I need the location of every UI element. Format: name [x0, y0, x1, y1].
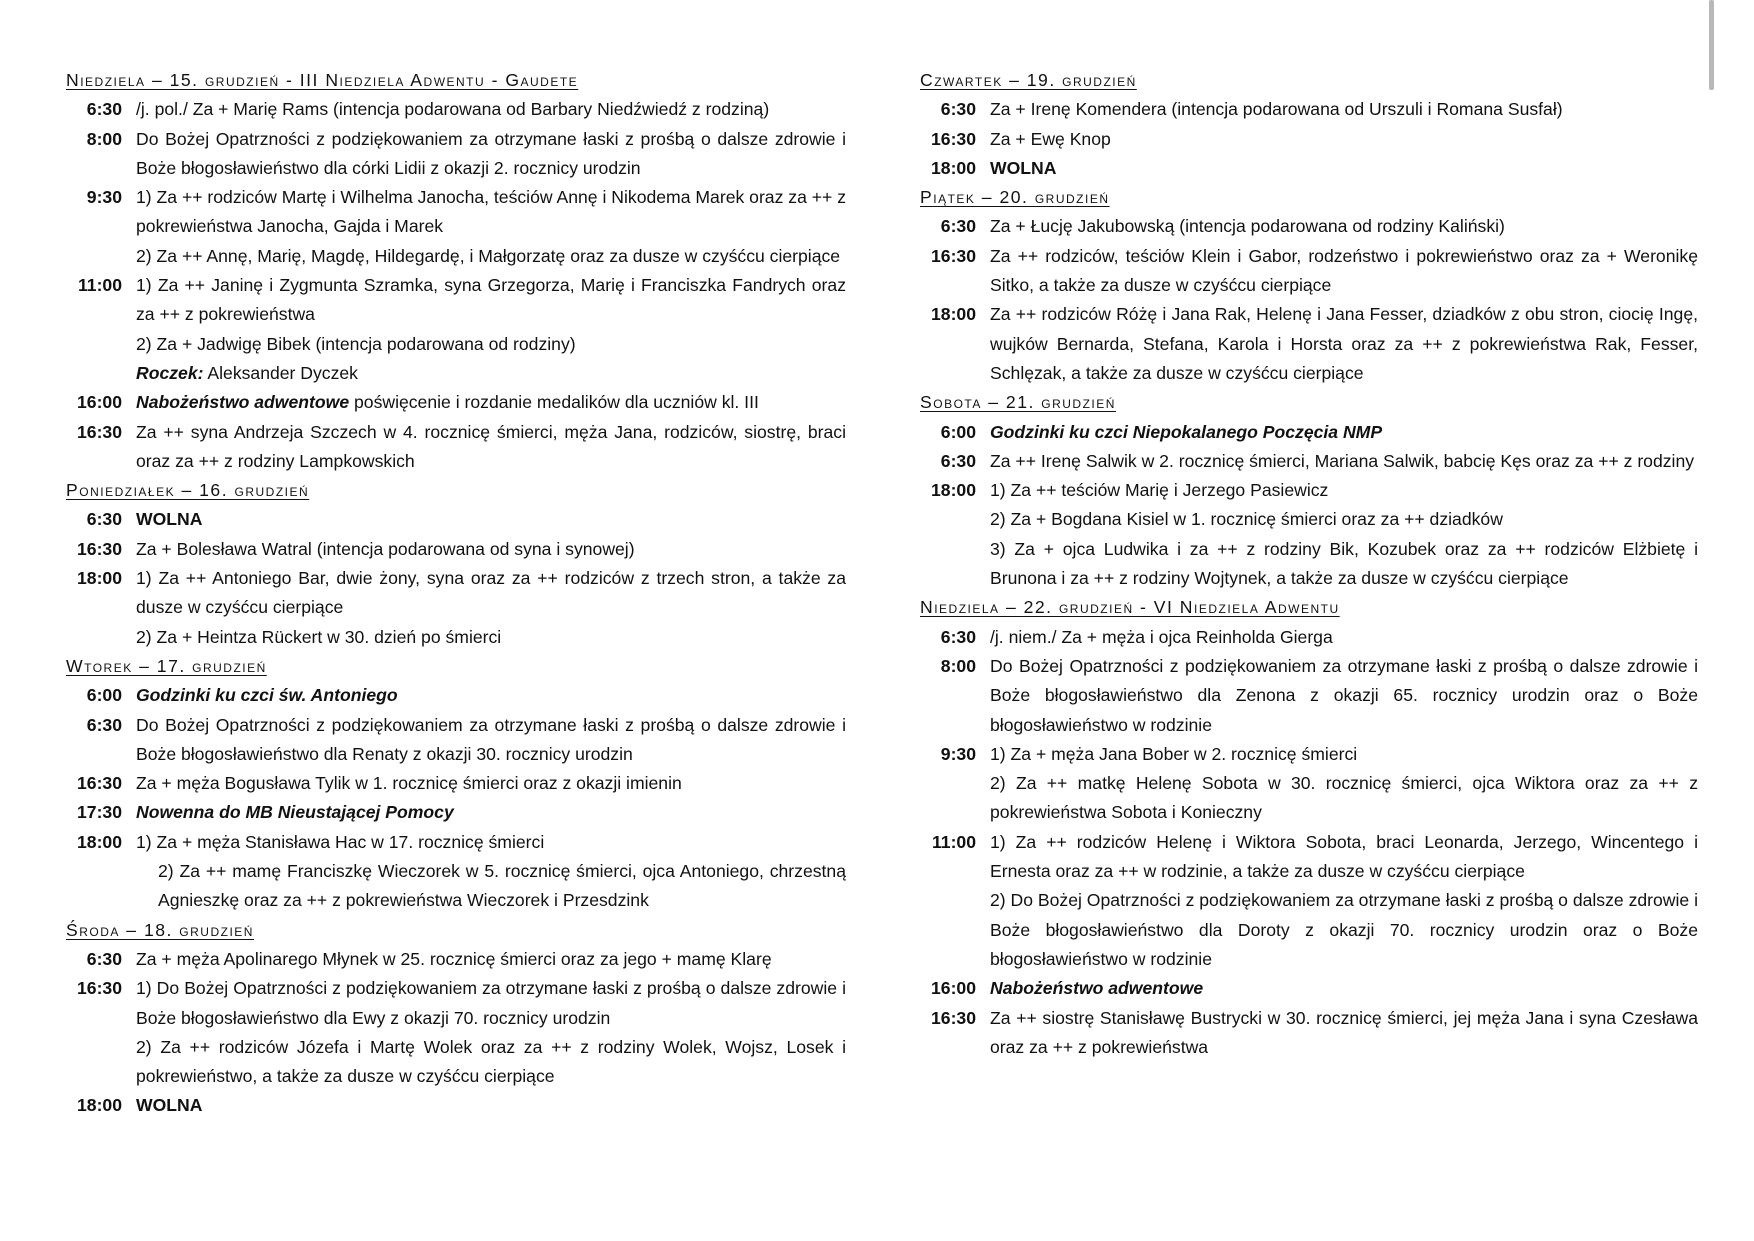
- intention-text: 1) Za + męża Stanisława Hac w 17. rocznicę śmierci: [136, 831, 545, 852]
- intention-text: 2) Za ++ matkę Helenę Sobota w 30. rocznicę śmierci, ojca Wiktora oraz za ++ z pokrewieństwa Sobota i Konieczny: [990, 773, 1698, 823]
- intention-line: [990, 1004, 1698, 1063]
- intention-text: Za ++ Irenę Salwik w 2. rocznicę śmierci, Mariana Salwik, babcię Kęs oraz za ++ z rodziny: [990, 450, 1695, 471]
- intention-text: Nowenna do MB Nieustającej Pomocy: [136, 802, 454, 823]
- intention-list: [990, 418, 1698, 447]
- intention-line: [990, 95, 1698, 124]
- intention-text: Za ++ rodziców Różę i Jana Rak, Helenę i Jana Fesser, dziadków z obu stron, ciocię Ingę, wujków Bernarda, Stefana, Karola i Horsta oraz za ++ z pokrewieństwa Rak, Fesser, Schlęzak, a także za dusze w czyśćcu cierpiące: [990, 304, 1698, 383]
- intention-line: [990, 154, 1698, 183]
- intention-text: 3) Za + ojca Ludwika i za ++ z rodziny Bik, Kozubek oraz za ++ rodziców Elżbietę i Brunona i za ++ z rodziny Wojtynek, a także za dusze w czyśćcu cierpiące: [990, 538, 1698, 589]
- mass-time: 6:30: [940, 450, 976, 471]
- intention-line: [136, 330, 846, 359]
- intention-list: [990, 652, 1698, 740]
- mass-time: 18:00: [77, 831, 122, 852]
- intention-list: [990, 974, 1698, 1003]
- intention-text: Za ++ rodziców, teściów Klein i Gabor, rodzeństwo i pokrewieństwo oraz za + Weronikę Sitko, a także za dusze w czyśćcu cierpiące: [990, 245, 1698, 296]
- mass-time: 6:30: [86, 714, 122, 735]
- intention-line: [136, 857, 846, 916]
- mass-time: 9:30: [86, 187, 122, 208]
- intention-line: [136, 681, 846, 710]
- mass-entry: [920, 623, 1698, 652]
- intention-list: [136, 125, 846, 184]
- intention-line: [136, 828, 846, 857]
- mass-time: 11:00: [931, 831, 976, 852]
- intention-text: 1) Za ++ Antoniego Bar, dwie żony, syna oraz za ++ rodziców z trzech stron, a także za dusze w czyśćcu cierpiące: [136, 568, 846, 618]
- mass-time: 6:30: [940, 626, 976, 647]
- mass-entry: [920, 300, 1698, 388]
- intention-text: WOLNA: [990, 157, 1057, 178]
- intention-list: [136, 388, 846, 417]
- day-heading: Wtorek – 17. grudzień: [66, 655, 267, 676]
- intention-list: [136, 945, 846, 974]
- day-heading: Sobota – 21. grudzień: [920, 392, 1116, 413]
- intention-line: [990, 418, 1698, 447]
- mass-entry: [920, 125, 1698, 154]
- intention-list: [990, 623, 1698, 652]
- intention-text: WOLNA: [136, 1095, 203, 1116]
- intention-line: [136, 974, 846, 1033]
- day-heading: Piątek – 20. grudzień: [920, 187, 1110, 208]
- intention-line: [136, 769, 846, 798]
- day-section: [920, 66, 1698, 183]
- mass-entry: [66, 564, 846, 652]
- mass-time: 17:30: [77, 802, 122, 823]
- intention-line: [136, 95, 846, 124]
- mass-entry: [66, 681, 846, 710]
- day-section: [66, 476, 846, 652]
- intention-line: [136, 535, 846, 564]
- mass-time: 16:30: [931, 245, 976, 266]
- intention-text: Nabożeństwo adwentowe: [990, 978, 1204, 999]
- intention-text: Godzinki ku czci Niepokalanego Poczęcia NMP: [990, 421, 1383, 442]
- day-heading: Poniedziałek – 16. grudzień: [66, 480, 310, 501]
- intention-text: 1) Za ++ teściów Marię i Jerzego Pasiewicz: [990, 480, 1329, 501]
- intention-line: [990, 125, 1698, 154]
- mass-time: 18:00: [931, 157, 976, 178]
- intention-list: [990, 300, 1698, 388]
- mass-entry: [66, 535, 846, 564]
- mass-time: 18:00: [77, 568, 122, 589]
- intention-list: [136, 828, 846, 916]
- intention-lead: Roczek:: [136, 362, 204, 383]
- intention-line: [990, 652, 1698, 740]
- mass-time: 16:30: [77, 978, 122, 999]
- intention-text: poświęcenie i rozdanie medalików dla uczniów kl. III: [349, 392, 759, 413]
- mass-time: 16:30: [77, 538, 122, 559]
- intention-line: [136, 505, 846, 534]
- intention-list: [990, 447, 1698, 476]
- intention-text: 2) Za ++ Annę, Marię, Magdę, Hildegardę, i Małgorzatę oraz za dusze w czyśćcu cierpiące: [136, 245, 841, 266]
- intention-line: [136, 242, 846, 271]
- intention-line: [136, 125, 846, 184]
- mass-entry: [66, 711, 846, 770]
- intention-line: [990, 740, 1698, 769]
- intention-list: [136, 505, 846, 534]
- mass-time: 6:30: [940, 216, 976, 237]
- intention-list: [990, 154, 1698, 183]
- intention-text: Aleksander Dyczek: [203, 362, 358, 383]
- intention-list: [136, 974, 846, 1091]
- intention-text: /j. pol./ Za + Marię Rams (intencja podarowana od Barbary Niedźwiedź z rodziną): [136, 99, 770, 120]
- intention-list: [136, 183, 846, 271]
- intention-line: [990, 886, 1698, 974]
- intention-text: Za + Bolesława Watral (intencja podarowana od syna i synowej): [136, 538, 635, 559]
- intention-line: [136, 798, 846, 827]
- mass-entry: [66, 183, 846, 271]
- mass-entry: [66, 388, 846, 417]
- mass-entry: [66, 505, 846, 534]
- intention-text: Do Bożej Opatrzności z podziękowaniem za otrzymane łaski z prośbą o dalsze zdrowie i Boże błogosławieństwo dla Renaty z okazji 30. rocznicy urodzin: [136, 714, 846, 764]
- mass-time: 6:30: [940, 99, 976, 120]
- intention-list: [990, 740, 1698, 828]
- day-heading: Niedziela – 15. grudzień - III Niedziela Adwentu - Gaudete: [66, 70, 579, 90]
- intention-line: [990, 476, 1698, 505]
- intention-line: [136, 1033, 846, 1092]
- intention-list: [990, 476, 1698, 593]
- mass-time: 18:00: [77, 1095, 122, 1116]
- intention-line: [990, 212, 1698, 241]
- mass-entry: [920, 212, 1698, 241]
- mass-time: 16:30: [77, 773, 122, 794]
- mass-entry: [66, 798, 846, 827]
- intention-line: [136, 359, 846, 388]
- intention-line: [136, 711, 846, 770]
- intention-list: [990, 125, 1698, 154]
- intention-line: [990, 974, 1698, 1003]
- intention-text: 2) Za + Bogdana Kisiel w 1. rocznicę śmierci oraz za ++ dziadków: [990, 509, 1503, 530]
- mass-time: 9:30: [940, 743, 976, 764]
- mass-time: 16:00: [931, 978, 976, 999]
- intention-list: [136, 271, 846, 388]
- intention-text: /j. niem./ Za + męża i ojca Reinholda Gierga: [990, 626, 1333, 647]
- mass-entry: [920, 740, 1698, 828]
- mass-time: 8:00: [86, 128, 122, 149]
- intention-line: [136, 271, 846, 330]
- mass-entry: [920, 447, 1698, 476]
- intention-text: 1) Za + męża Jana Bober w 2. rocznicę śmierci: [990, 743, 1358, 764]
- intention-lead: Nabożeństwo adwentowe: [136, 392, 350, 413]
- mass-time: 6:30: [86, 99, 122, 120]
- intention-text: Godzinki ku czci św. Antoniego: [136, 685, 398, 706]
- mass-time: 18:00: [931, 480, 976, 501]
- mass-time: 18:00: [931, 304, 976, 325]
- intention-line: [990, 242, 1698, 301]
- intention-list: [136, 535, 846, 564]
- intention-line: [136, 1091, 846, 1120]
- intention-text: WOLNA: [136, 509, 203, 530]
- day-section: [66, 66, 846, 476]
- intention-text: 1) Za ++ Janinę i Zygmunta Szramka, syna Grzegorza, Marię i Franciszka Fandrych oraz za ++ z pokrewieństwa: [136, 275, 846, 325]
- scrollbar[interactable]: [1709, 0, 1714, 90]
- intention-text: 2) Za + Heintza Rückert w 30. dzień po śmierci: [136, 626, 502, 647]
- intention-text: 2) Za ++ mamę Franciszkę Wieczorek w 5. rocznicę śmierci, ojca Antoniego, chrzestną Agnieszkę oraz za ++ z pokrewieństwa Wieczorek i Przesdzink: [158, 861, 846, 911]
- intention-list: [990, 95, 1698, 124]
- intention-text: 2) Za + Jadwigę Bibek (intencja podarowana od rodziny): [136, 333, 576, 354]
- intention-list: [136, 95, 846, 124]
- mass-entry: [920, 95, 1698, 124]
- day-section: [920, 388, 1698, 593]
- intention-list: [990, 1004, 1698, 1063]
- mass-time: 6:30: [86, 509, 122, 530]
- intention-text: 1) Za ++ rodziców Helenę i Wiktora Sobota, braci Leonarda, Jerzego, Wincentego i Ernesta oraz za ++ w rodzinie, a także za dusze w czyśćcu cierpiące: [990, 831, 1698, 882]
- intention-line: [990, 447, 1698, 476]
- mass-entry: [920, 652, 1698, 740]
- intention-text: Za + Łucję Jakubowską (intencja podarowana od rodziny Kaliński): [990, 216, 1505, 237]
- intention-list: [136, 1091, 846, 1120]
- intention-list: [990, 212, 1698, 241]
- intention-text: Za ++ syna Andrzeja Szczech w 4. rocznicę śmierci, męża Jana, rodziców, siostrę, braci oraz za ++ z rodziny Lampkowskich: [136, 421, 846, 471]
- intention-line: [990, 828, 1698, 887]
- day-heading: Niedziela – 22. grudzień - VI Niedziela Adwentu: [920, 597, 1340, 618]
- intention-list: [990, 828, 1698, 974]
- day-section: [66, 652, 846, 916]
- intention-text: Za + męża Apolinarego Młynek w 25. rocznicę śmierci oraz za jego + mamę Klarę: [136, 948, 772, 969]
- intention-line: [136, 564, 846, 623]
- intention-text: Za ++ siostrę Stanisławę Bustrycki w 30. rocznicę śmierci, jej męża Jana i syna Czesława oraz za ++ z pokrewieństwa: [990, 1007, 1698, 1057]
- intention-line: [136, 945, 846, 974]
- intention-text: 1) Do Bożej Opatrzności z podziękowaniem za otrzymane łaski z prośbą o dalsze zdrowie i Boże błogosławieństwo dla Ewy z okazji 70. rocznicy urodzin: [136, 978, 846, 1028]
- mass-time: 6:00: [940, 421, 976, 442]
- mass-entry: [66, 418, 846, 477]
- mass-entry: [920, 828, 1698, 974]
- intention-text: Do Bożej Opatrzności z podziękowaniem za otrzymane łaski z prośbą o dalsze zdrowie i Boże błogosławieństwo dla Zenona z okazji 65. rocznicy urodzin oraz o Boże błogosławieństwo w rodzinie: [990, 655, 1698, 735]
- mass-entry: [66, 828, 846, 916]
- intention-text: Za + Irenę Komendera (intencja podarowana od Urszuli i Romana Susfał): [990, 99, 1563, 120]
- day-heading: Czwartek – 19. grudzień: [920, 70, 1137, 90]
- mass-entry: [66, 95, 846, 124]
- intention-text: 2) Do Bożej Opatrzności z podziękowaniem za otrzymane łaski z prośbą o dalsze zdrowie i Boże błogosławieństwo dla Doroty z okazji 70. rocznicy urodzin oraz o Boże błogosławieństwo w rodzinie: [990, 890, 1698, 969]
- mass-entry: [66, 974, 846, 1091]
- mass-entry: [66, 125, 846, 184]
- intention-line: [990, 505, 1698, 534]
- intention-line: [990, 623, 1698, 652]
- day-section: [920, 183, 1698, 388]
- left-column: [66, 66, 846, 1121]
- intention-line: [136, 418, 846, 477]
- intention-list: [990, 242, 1698, 301]
- mass-time: 8:00: [940, 655, 976, 676]
- mass-entry: [66, 1091, 846, 1120]
- day-section: [920, 593, 1698, 1062]
- intention-text: 1) Za ++ rodziców Martę i Wilhelma Janocha, teściów Annę i Nikodema Marek oraz za ++ z pokrewieństwa Janocha, Gajda i Marek: [136, 187, 846, 237]
- mass-time: 16:30: [931, 1007, 976, 1028]
- intention-list: [136, 798, 846, 827]
- intention-list: [136, 681, 846, 710]
- intention-line: [136, 623, 846, 652]
- intention-text: Za + Ewę Knop: [990, 128, 1111, 149]
- mass-entry: [920, 418, 1698, 447]
- intention-list: [136, 418, 846, 477]
- intention-list: [136, 564, 846, 652]
- mass-entry: [920, 242, 1698, 301]
- mass-entry: [66, 945, 846, 974]
- intention-list: [136, 769, 846, 798]
- mass-entry: [66, 271, 846, 388]
- intention-text: Do Bożej Opatrzności z podziękowaniem za otrzymane łaski z prośbą o dalsze zdrowie i Boże błogosławieństwo dla córki Lidii z okazji 2. rocznicy urodzin: [136, 128, 846, 178]
- day-section: [66, 916, 846, 1121]
- right-column: [920, 66, 1698, 1062]
- mass-entry: [920, 1004, 1698, 1063]
- mass-entry: [920, 974, 1698, 1003]
- intention-line: [990, 769, 1698, 828]
- mass-time: 16:00: [77, 392, 122, 413]
- mass-entry: [66, 769, 846, 798]
- mass-entry: [920, 154, 1698, 183]
- mass-time: 16:30: [77, 421, 122, 442]
- mass-time: 6:00: [86, 685, 122, 706]
- intention-text: Za + męża Bogusława Tylik w 1. rocznicę śmierci oraz z okazji imienin: [136, 773, 682, 794]
- mass-time: 11:00: [77, 275, 122, 296]
- intention-text: 2) Za ++ rodziców Józefa i Martę Wolek oraz za ++ z rodziny Wolek, Wojsz, Losek i pokrewieństwo, a także za dusze w czyśćcu cierpiące: [136, 1036, 846, 1087]
- day-heading: Środa – 18. grudzień: [66, 919, 254, 940]
- intention-list: [136, 711, 846, 770]
- intention-line: [136, 183, 846, 242]
- intention-line: [990, 535, 1698, 594]
- mass-time: 6:30: [86, 948, 122, 969]
- intention-line: [136, 388, 846, 417]
- intention-line: [990, 300, 1698, 388]
- mass-entry: [920, 476, 1698, 593]
- mass-time: 16:30: [931, 128, 976, 149]
